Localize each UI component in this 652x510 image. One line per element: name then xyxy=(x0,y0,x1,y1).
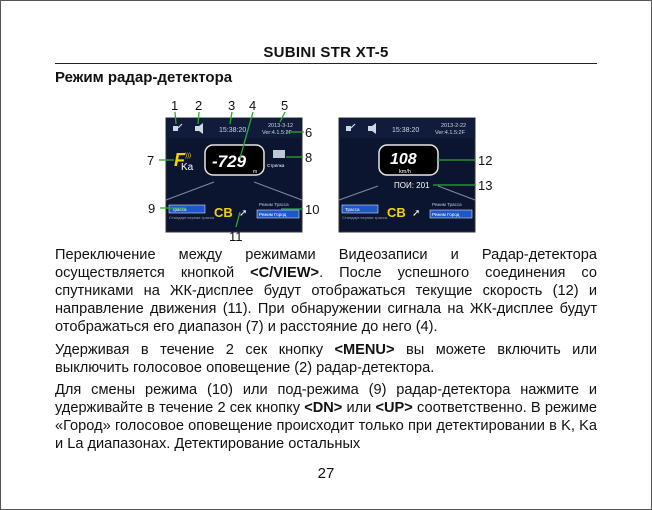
screen-2-mode-sub: Стандарт.черная трасса xyxy=(342,215,388,220)
screen-1-submode-1: Режим Трасса xyxy=(259,202,289,207)
callout-2: 2 xyxy=(195,98,203,113)
paragraph-2-text-a: Удерживая в течение 2 сек кнопку xyxy=(55,342,335,358)
screen-1-mode: Трасса xyxy=(172,207,187,212)
direction-arrow-icon: ➚ xyxy=(239,208,248,219)
screen-2-submode-2: Режим Город xyxy=(432,212,460,217)
callout-12: 12 xyxy=(478,153,493,168)
screen-2-time: 15:38:20 xyxy=(392,127,420,134)
callout-6: 6 xyxy=(305,125,313,140)
screen-1-time: 15:38:20 xyxy=(219,127,247,134)
page-number: 27 xyxy=(317,465,335,482)
screen-1-distance-unit: m xyxy=(253,169,258,175)
dn-button-ref: <DN> xyxy=(304,400,343,416)
callout-5: 5 xyxy=(281,98,289,113)
screen-1-distance: -729 xyxy=(212,152,247,171)
callout-7: 7 xyxy=(147,153,155,168)
screen-1-camera-label: Стрелка xyxy=(267,163,285,168)
screen-1-direction: СВ xyxy=(214,205,233,220)
screen-2-direction: СВ xyxy=(387,205,406,220)
camera-icon xyxy=(273,150,285,158)
callout-8: 8 xyxy=(305,150,313,165)
radar-screens-figure xyxy=(0,0,652,250)
radar-wave-icon: ))) xyxy=(185,153,191,159)
paragraph-3-text-b: соответственно. В режиме «Город» голосовое оповещение происходит только при детектировании в K, Ka и La диапазонах. Детектирование остальных xyxy=(55,400,597,452)
paragraph-2-text-b: вы можете включить или выключить голосовое оповещение (2) радар-детектора. xyxy=(55,342,597,376)
screen-1-band: Ka xyxy=(181,162,194,173)
paragraph-3-text-mid: или xyxy=(342,400,376,416)
paragraph-3-text-a: Для смены режима (10) или под-режима (9) радар-детектора нажмите и удерживайте в течение 2 сек кнопку xyxy=(55,382,597,416)
screen-2-date: 2013-2-22 xyxy=(441,123,467,129)
screen-2 xyxy=(339,118,475,232)
screen-2-poi: ПОИ: 201 xyxy=(394,181,430,190)
paragraph-2 xyxy=(55,341,597,377)
screen-2-speed-unit: km/h xyxy=(399,169,411,175)
page-header: SUBINI STR XT-5 xyxy=(263,44,389,61)
callout-3: 3 xyxy=(228,98,236,113)
screen-1-submode-2: Режим Город xyxy=(259,212,287,217)
screen-1-mode-sub: Стандарт.черная трасса xyxy=(169,215,215,220)
screen-2-mode: Трасса xyxy=(345,207,360,212)
callout-1: 1 xyxy=(171,98,179,113)
band-letter-icon: F xyxy=(174,150,185,170)
section-title: Режим радар-детектора xyxy=(55,69,233,86)
paragraph-1-text-a: Переключение между режимами Видеозаписи и Радар-детектора осуществляется кнопкой xyxy=(55,247,597,281)
screen-2-version: Ver:4.1.5:2F xyxy=(435,130,465,136)
paragraph-3 xyxy=(55,381,597,453)
screen-1-version: Ver:4.1.5:2F xyxy=(262,130,292,136)
screen-1 xyxy=(166,118,302,232)
direction-arrow-icon: ➚ xyxy=(412,208,421,219)
callout-4: 4 xyxy=(249,98,257,113)
callout-10: 10 xyxy=(305,202,320,217)
screen-2-speed: 108 xyxy=(390,151,417,168)
menu-button-ref: <MENU> xyxy=(334,342,395,358)
cview-button-ref: <C/VIEW> xyxy=(250,265,320,281)
callout-13: 13 xyxy=(478,178,493,193)
paragraph-1-text-b: . После успешного соединения со спутниками на ЖК-дисплее будут отображаться текущие скорость (12) и направление движения (11). При обнаружении сигнала на ЖК-дисплее будут отображаться его диапазон (7) и расстояние до него (4). xyxy=(55,265,597,335)
screen-2-submode-1: Режим Трасса xyxy=(432,202,462,207)
up-button-ref: <UP> xyxy=(375,400,413,416)
callout-9: 9 xyxy=(148,201,156,216)
paragraph-1 xyxy=(55,246,597,336)
callout-11: 11 xyxy=(229,229,243,244)
screen-1-date: 2013-3-12 xyxy=(268,123,294,129)
